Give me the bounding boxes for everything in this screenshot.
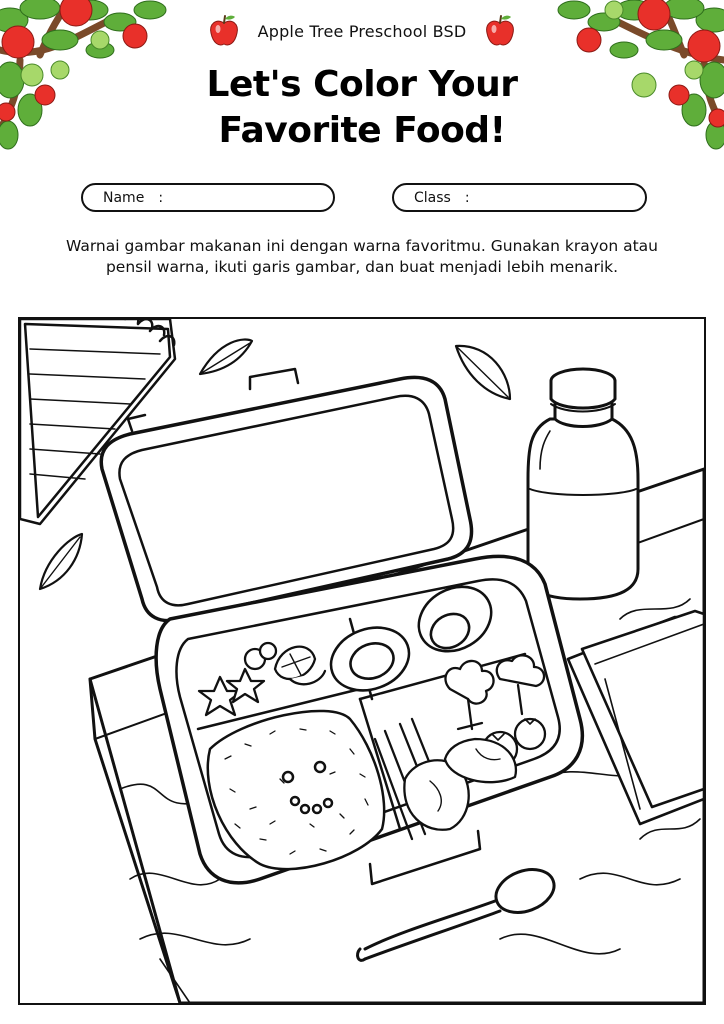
apple-icon (208, 14, 240, 48)
instructions (30, 236, 694, 278)
class-separator: : (464, 189, 470, 206)
page-title-line-1: Let's Color Your (206, 64, 518, 105)
apple-icon (484, 14, 516, 48)
name-field[interactable] (81, 183, 335, 212)
school-header (0, 14, 724, 48)
name-separator: : (158, 189, 164, 206)
instructions-line-2: pensil warna, ikuti garis gambar, dan buat menjadi lebih menarik. (105, 258, 619, 276)
coloring-area[interactable] (18, 317, 706, 1005)
instructions-line-1: Warnai gambar makanan ini dengan warna favoritmu. Gunakan krayon atau (65, 237, 658, 255)
coloring-illustration (20, 319, 704, 1003)
water-bottle (528, 369, 638, 599)
school-name: Apple Tree Preschool BSD (257, 21, 467, 41)
page-title (0, 62, 724, 154)
class-field[interactable] (392, 183, 647, 212)
name-label: Name (103, 189, 145, 206)
class-label: Class (414, 189, 451, 206)
page-title-line-2: Favorite Food! (218, 110, 506, 151)
